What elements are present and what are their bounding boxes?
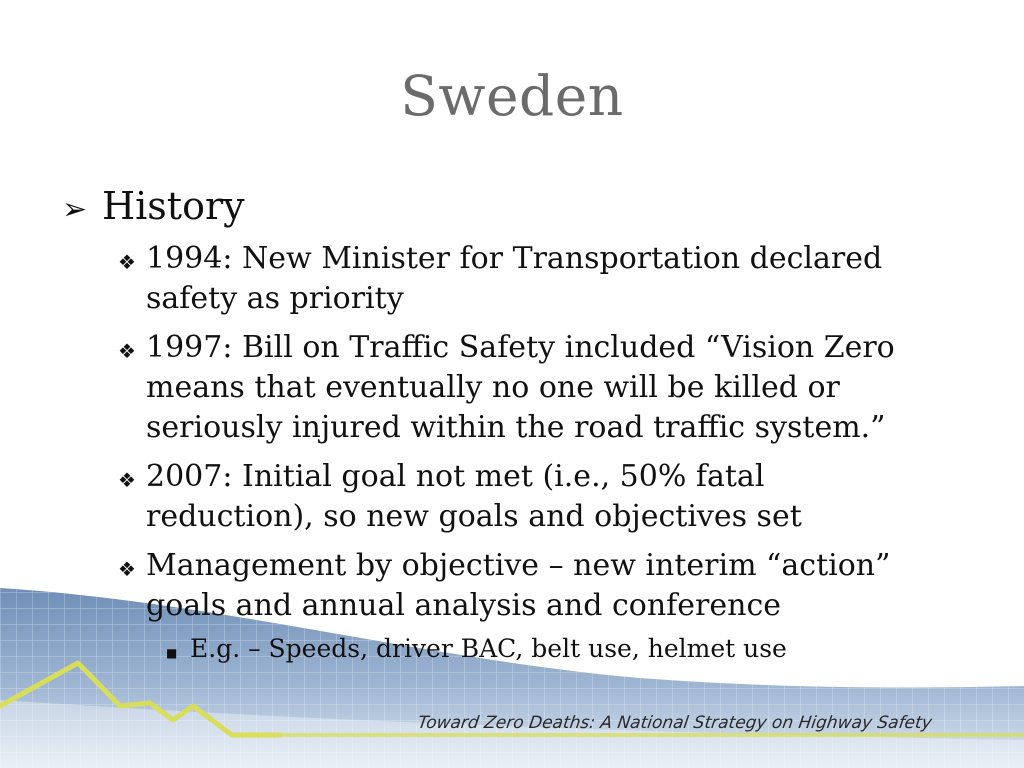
bullet-1994-text: 1994: New Minister for Transportation declared safety as priority <box>146 241 883 316</box>
slide-content <box>62 183 962 669</box>
four-diamond-bullet-icon: ❖ <box>118 339 136 363</box>
slide-title: Sweden <box>400 64 624 128</box>
bullet-2007-text: 2007: Initial goal not met (i.e., 50% fatal reduction), so new goals and objectives set <box>146 459 802 534</box>
four-diamond-bullet-icon: ❖ <box>118 557 136 581</box>
bullet-1994 <box>118 239 962 319</box>
four-diamond-bullet-icon: ❖ <box>118 250 136 274</box>
history-bullet-list <box>118 239 962 626</box>
arrowhead-bullet-icon: ➢ <box>62 192 88 227</box>
bullet-history-text: History <box>102 184 245 228</box>
management-sub-bullet-list <box>166 633 962 669</box>
footer-tagline: Toward Zero Deaths: A National Strategy on Highway Safety <box>416 713 934 733</box>
square-bullet-icon: ■ <box>166 646 178 660</box>
bullet-management-text: Management by objective – new interim “action” goals and annual analysis and conference <box>146 548 891 623</box>
bullet-history <box>62 183 962 233</box>
bullet-1997-text: 1997: Bill on Traffic Safety included “Vision Zero means that eventually no one will be killed or seriously injured within the road traffic system.” <box>146 330 895 445</box>
sub-bullet-examples-text: E.g. – Speeds, driver BAC, belt use, helmet use <box>190 634 787 663</box>
four-diamond-bullet-icon: ❖ <box>118 468 136 492</box>
bullet-2007 <box>118 457 962 537</box>
bullet-management <box>118 546 962 626</box>
bullet-1997 <box>118 328 962 448</box>
sub-bullet-examples <box>166 633 962 669</box>
